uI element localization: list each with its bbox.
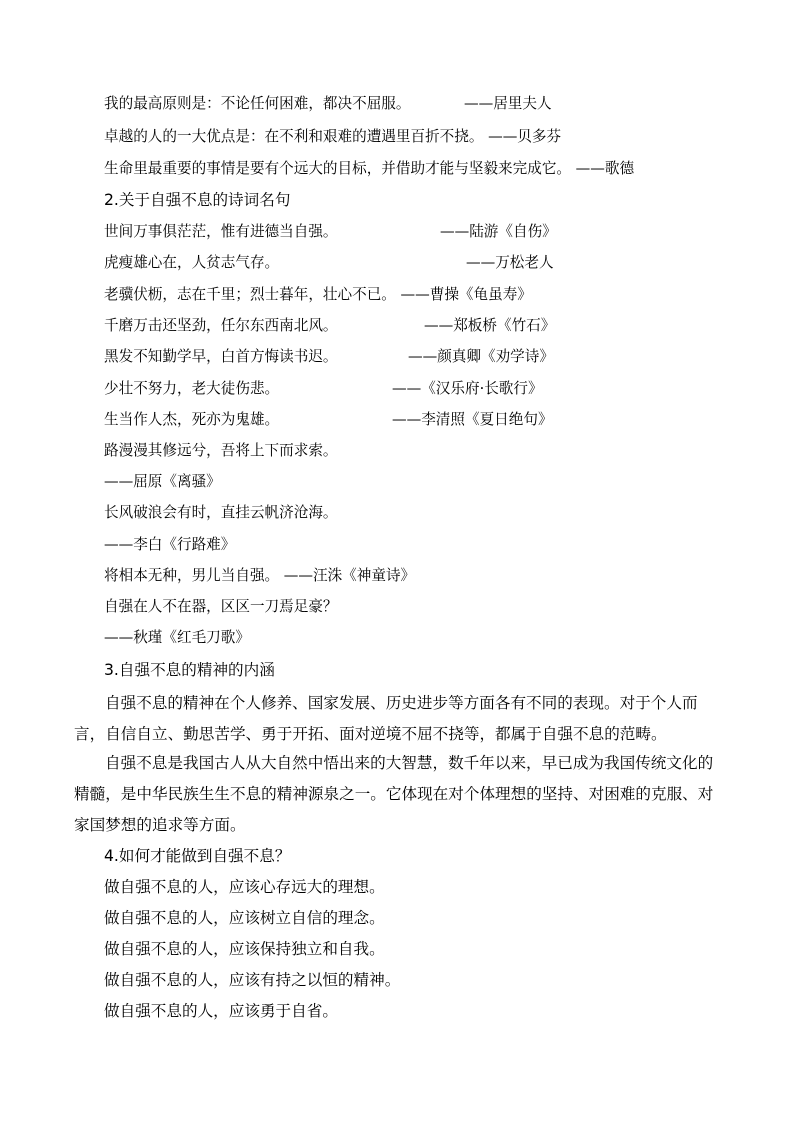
quote-author: ——歌德 xyxy=(575,160,635,177)
poem-author: ——郑板桥《竹石》 xyxy=(424,317,556,334)
section-heading: 2.关于自强不息的诗词名句 xyxy=(104,191,291,209)
poem-line xyxy=(104,249,554,277)
poem-text: 虎瘦雄心在，人贫志气存。 xyxy=(104,254,280,271)
poem-author: ——颜真卿《劝学诗》 xyxy=(408,348,554,365)
poem-text: 少壮不努力，老大徒伤悲。 xyxy=(104,380,280,397)
paragraph: 自强不息的精神在个人修养、国家发展、历史进步等方面各有不同的表现。对于个人而言，自信自立、勤思苦学、勇于开拓、面对逆境不屈不挠等，都属于自强不息的范畴。 xyxy=(74,694,698,743)
poem-text: 老骥伏枥，志在千里；烈士暮年，壮心不已。 xyxy=(104,286,396,303)
poem-line xyxy=(104,343,554,371)
poem-author: ——秋瑾《红毛刀歌》 xyxy=(104,629,250,646)
poem-text: 世间万事俱茫茫，惟有进德当自强。 xyxy=(104,223,338,240)
poem-line xyxy=(104,375,543,403)
quote-text: 生命里最重要的事情是要有个远大的目标，并借助才能与坚毅来完成它。 xyxy=(104,160,572,177)
list-item: 做自强不息的人，应该有持之以恒的精神。 xyxy=(104,971,401,989)
poem-line xyxy=(104,312,556,340)
poem-line xyxy=(104,406,553,434)
quote-author: ——居里夫人 xyxy=(464,95,552,112)
quote-line xyxy=(104,123,561,151)
poem-author: ——李清照《夏日绝句》 xyxy=(392,411,553,428)
section-heading: 4.如何才能做到自强不息？ xyxy=(104,847,291,865)
poem-line xyxy=(104,218,557,246)
poem-text: 千磨万击还坚劲，任尔东西南北风。 xyxy=(104,317,338,334)
quote-author: ——贝多芬 xyxy=(488,128,562,145)
poem-text: 黑发不知勤学早，白首方悔读书迟。 xyxy=(104,348,338,365)
poem-text: 长风破浪会有时，直挂云帆济沧海。 xyxy=(104,504,338,521)
poem-line xyxy=(104,562,415,590)
quote-line xyxy=(104,155,634,183)
quote-line xyxy=(104,90,552,118)
quote-text: 卓越的人的一大优点是：在不利和艰难的遭遇里百折不挠。 xyxy=(104,128,484,145)
poem-line xyxy=(104,281,532,309)
quote-text: 我的最高原则是：不论任何困难，都决不屈服。 xyxy=(104,95,411,112)
poem-author: ——陆游《自伤》 xyxy=(440,223,557,240)
poem-author: ——曹操《龟虽寿》 xyxy=(400,286,532,303)
poem-author: ——万松老人 xyxy=(466,254,554,271)
list-item: 做自强不息的人，应该保持独立和自我。 xyxy=(104,940,385,958)
poem-text: 路漫漫其修远兮，吾将上下而求索。 xyxy=(104,442,338,459)
paragraph: 自强不息是我国古人从大自然中悟出来的大智慧，数千年以来，早已成为我国传统文化的精髓，是中华民族生生不息的精神源泉之一。它体现在对个体理想的坚持、对困难的克服、对家国梦想的追求等方面。 xyxy=(74,754,714,834)
poem-author: ——《汉乐府·长歌行》 xyxy=(392,380,543,397)
poem-text: 将相本无种，男儿当自强。 xyxy=(104,567,280,584)
section-heading: 3.自强不息的精神的内涵 xyxy=(104,661,275,679)
poem-author: ——屈原《离骚》 xyxy=(104,473,221,490)
poem-author: ——李白《行路难》 xyxy=(104,536,236,553)
poem-text: 自强在人不在器，区区一刀焉足豪？ xyxy=(104,598,338,615)
list-item: 做自强不息的人，应该心存远大的理想。 xyxy=(104,878,385,896)
list-item: 做自强不息的人，应该勇于自省。 xyxy=(104,1002,338,1020)
poem-author: ——汪洙《神童诗》 xyxy=(283,567,416,584)
list-item: 做自强不息的人，应该树立自信的理念。 xyxy=(104,909,385,927)
poem-text: 生当作人杰，死亦为鬼雄。 xyxy=(104,411,280,428)
